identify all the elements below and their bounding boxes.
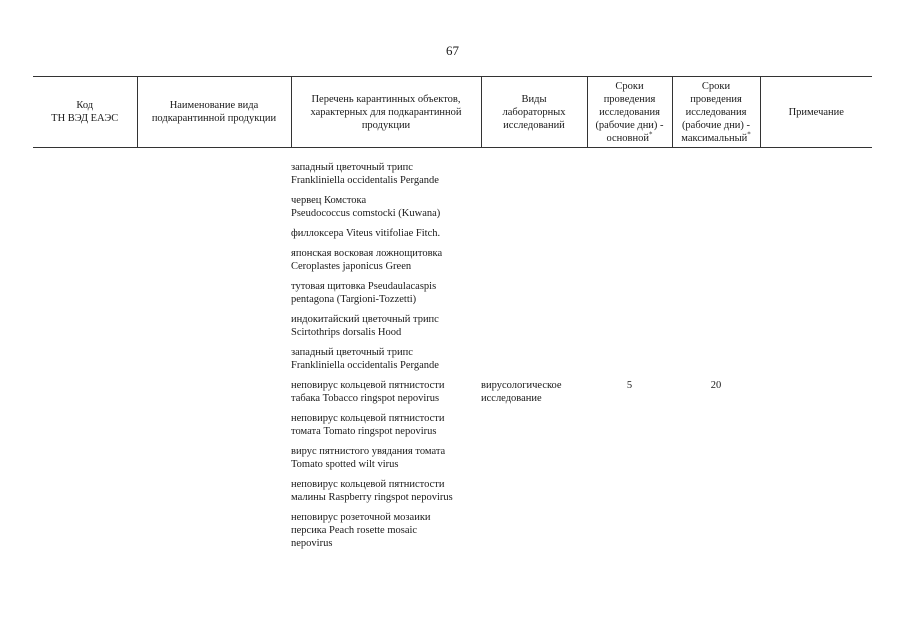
list-item: японская восковая ложнощитовка Ceroplastes japonicus Green: [291, 248, 443, 272]
list-item: западный цветочный трипс Frankliniella occidentalis Pergande: [291, 347, 439, 371]
header-quarantine-objects: Перечень карантинных объектов, характерных для подкарантинной продукции: [291, 77, 481, 148]
list-item: тутовая щитовка Pseudaulacaspis pentagona (Targioni-Tozzetti): [291, 281, 437, 305]
virus-method: вирусологическое исследование: [481, 380, 562, 404]
header-max-term: Сроки проведения исследования (рабочие дни) - максимальный*: [672, 77, 760, 148]
table-header-row: [33, 77, 872, 148]
table-row: [33, 148, 872, 558]
list-item: червец Комстока Pseudococcus comstocki (Kuwana): [291, 195, 441, 219]
footnote-mark: *: [649, 130, 653, 138]
max-days: 20: [710, 380, 722, 391]
list-item: неповирус кольцевой пятнистости малины Raspberry ringspot nepovirus: [291, 479, 453, 503]
header-note: Примечание: [760, 77, 872, 148]
cell-note: [760, 148, 872, 558]
list-item: филлоксера Viteus vitifoliae Fitch.: [291, 228, 441, 239]
cell-lab-methods: [481, 148, 587, 558]
header-product-name: Наименование вида подкарантинной продукции: [137, 77, 291, 148]
cell-quarantine-objects: [291, 148, 481, 558]
quarantine-table: [33, 76, 872, 557]
header-code: Код ТН ВЭД ЕАЭС: [33, 77, 137, 148]
header-lab-methods: Виды лабораторных исследований: [481, 77, 587, 148]
list-item: западный цветочный трипс Frankliniella occidentalis Pergande: [291, 162, 439, 186]
page-number: 67: [446, 43, 459, 58]
list-item: вирус пятнистого увядания томата Tomato spotted wilt virus: [291, 446, 446, 470]
list-item: неповирус кольцевой пятнистости томата Tomato ringspot nepovirus: [291, 413, 445, 437]
cell-product: [137, 148, 291, 558]
list-item-virus-anchor: неповирус кольцевой пятнистости табака Tobacco ringspot nepovirus: [291, 380, 445, 404]
cell-code: [33, 148, 137, 558]
footnote-mark: *: [747, 130, 751, 138]
list-item: индокитайский цветочный трипс Scirtothrips dorsalis Hood: [291, 314, 439, 338]
list-item: неповирус розеточной мозаики персика Peach rosette mosaic nepovirus: [291, 512, 431, 549]
cell-max-term: [672, 148, 760, 558]
cell-basic-term: [587, 148, 672, 558]
header-basic-term: Сроки проведения исследования (рабочие дни) - основной*: [587, 77, 672, 148]
basic-days: 5: [626, 380, 633, 391]
